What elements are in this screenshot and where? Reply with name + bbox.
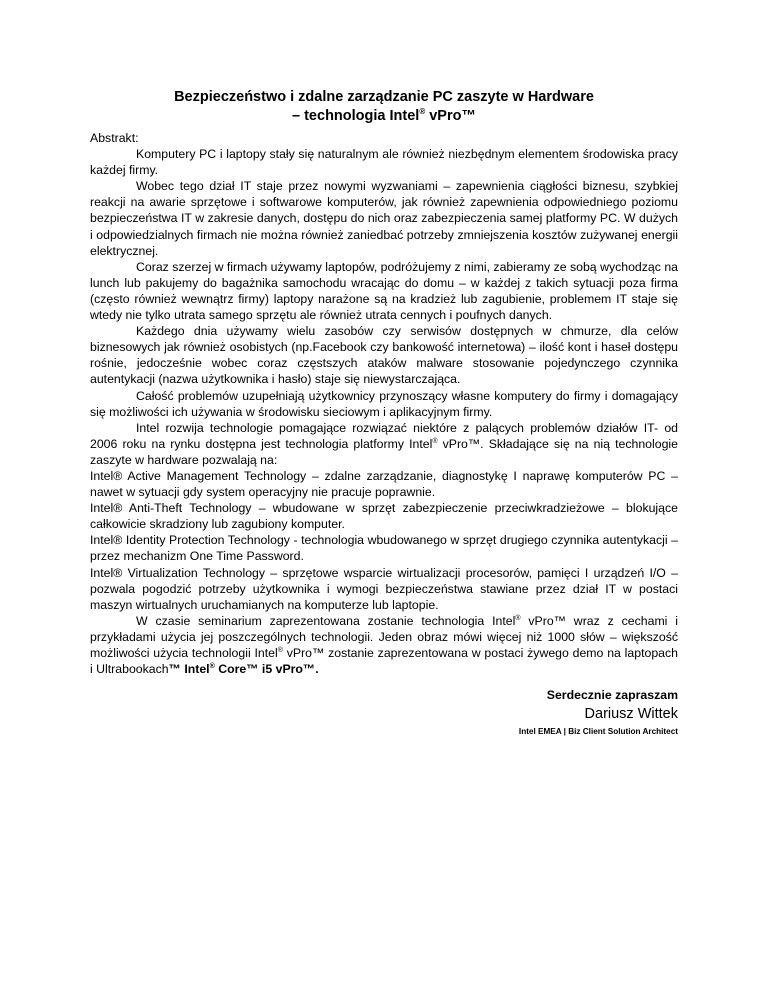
paragraph-amt: Intel® Active Management Technology – zdalne zarządzanie, diagnostykę I naprawę komputerów PC –nawet w sytuacji gdy system operacyjny nie pracuje poprawnie. (90, 468, 678, 500)
registered-mark: ® (209, 663, 215, 671)
paragraph-5: Całość problemów uzupełniają użytkownicy przynoszący własne komputery do firmy i domagający się możliwości ich używania w środowisku sieciowym i aplikacyjnym firmy. (90, 388, 678, 419)
title-line-2-suffix: vPro™ (425, 108, 476, 124)
paragraph-identity-protection: Intel® Identity Protection Technology - technologia wbudowanego w sprzęt drugiego czynnika autentykacji – przez mechanizm One Time Password. (90, 533, 678, 564)
paragraph-seminar-text-c: vPro™ zostanie zaprezentowana w postaci żywego demo na laptopach i Ultrabookach (90, 646, 678, 677)
paragraph-seminar-text-b: vPro™ wraz z cechami i przykładami użycia jej poszczególnych technologii. Jeden obraz mówi więcej niż 1000 słów – większość możliwości użycia technologii Intel (90, 613, 679, 660)
abstract-label: Abstrakt: (90, 131, 139, 145)
paragraph-1: Komputery PC i laptopy stały się naturalnym ale również niezbędnym elementem środowiska pracy każdej firmy. (90, 147, 678, 178)
paragraph-seminar-bold-b: Core™ i5 vPro™. (214, 662, 319, 677)
paragraph-6-text-b: vPro™. Składające się na nią technologie zaszyte w hardware pozwalają na: (90, 436, 678, 467)
closing-greeting: Serdecznie zapraszam (546, 688, 678, 703)
paragraph-3: Coraz szerzej w firmach używamy laptopów, podróżujemy z nimi, zabieramy ze sobą wychodząc na lunch lub pakujemy do bagażnika samochodu wracając do domu – w każdej z takich sytuacji poza firma (często również wewnątrz firmy) laptopy narażone są na kradzież lub zagubienie, problemem IT staje się wtedy nie tylko utrata samego sprzętu ale również utrata cennych i poufnych danych. (90, 259, 678, 323)
paragraph-4: Każdego dnia używamy wielu zasobów czy serwisów dostępnych w chmurze, dla celów biznesowych jak również osobistych (np.Facebook czy bankowość internetowa) – ilość kont i haseł dostępu rośnie, jedocześnie wobec coraz częstszych ataków malware stosowanie pojedynczego czynnika autentykacji (nazwa użytkownika i hasło) staje się niewystarczająca. (90, 324, 678, 387)
document-body (90, 130, 678, 677)
author-name: Dariusz Wittek (584, 706, 678, 723)
title-registered-mark: ® (419, 107, 426, 116)
paragraph-6 (90, 420, 678, 468)
author-role: Intel EMEA | Biz Client Solution Architect (518, 727, 678, 737)
paragraph-6-text-a: Intel rozwija technologie pomagające rozwiązać niektóre z palących problemów działów IT- od 2006 roku na rynku dostępna jest technologia platformy Intel (90, 420, 678, 451)
paragraph-anti-theft: Intel® Anti-Theft Technology – wbudowane w sprzęt zabezpieczenie przeciwkradzieżowe – blokujące całkowicie skradziony lub zagubiony komputer. (90, 501, 678, 532)
paragraph-seminar-bold-a: ™ Intel (168, 662, 210, 677)
title-line-2-text: – technologia Intel (292, 108, 420, 124)
registered-mark: ® (432, 437, 438, 445)
paragraph-seminar (90, 613, 678, 677)
document-title (90, 88, 678, 126)
closing-signature (90, 687, 678, 739)
paragraph-2: Wobec tego dział IT staje przez nowymi wyzwaniami – zapewnienia ciągłości biznesu, szybkiej reakcji na awarie sprzętowe i softwarowe komputerów, jak również zapewnienia odpowiedniego poziomu bezpieczeństwa IT w zakresie danych, dostępu do nich oraz zabezpieczenia samej platformy PC. W dużych i odpowiedzialnych firmach nie można również zaniedbać potrzeby zmniejszenia kosztów zużywanej energii elektrycznej. (90, 179, 678, 258)
registered-mark: ® (277, 647, 283, 654)
registered-mark: ® (515, 614, 521, 622)
paragraph-seminar-text-a: W czasie seminarium zaprezentowana zostanie technologia Intel (136, 613, 516, 628)
paragraph-virtualization: Intel® Virtualization Technology – sprzętowe wsparcie wirtualizacji procesorów, pamięci I urządzeń I/O – pozwala pogodzić potrzeby użytkownika i wymogi bezpieczeństwa stawiane przez dział IT w postaci maszyn wirtualnych uruchamianych na komputerze lub laptopie. (90, 565, 678, 612)
title-line-2 (90, 107, 678, 126)
title-line-1: Bezpieczeństwo i zdalne zarządzanie PC zaszyte w Hardware (174, 89, 594, 105)
